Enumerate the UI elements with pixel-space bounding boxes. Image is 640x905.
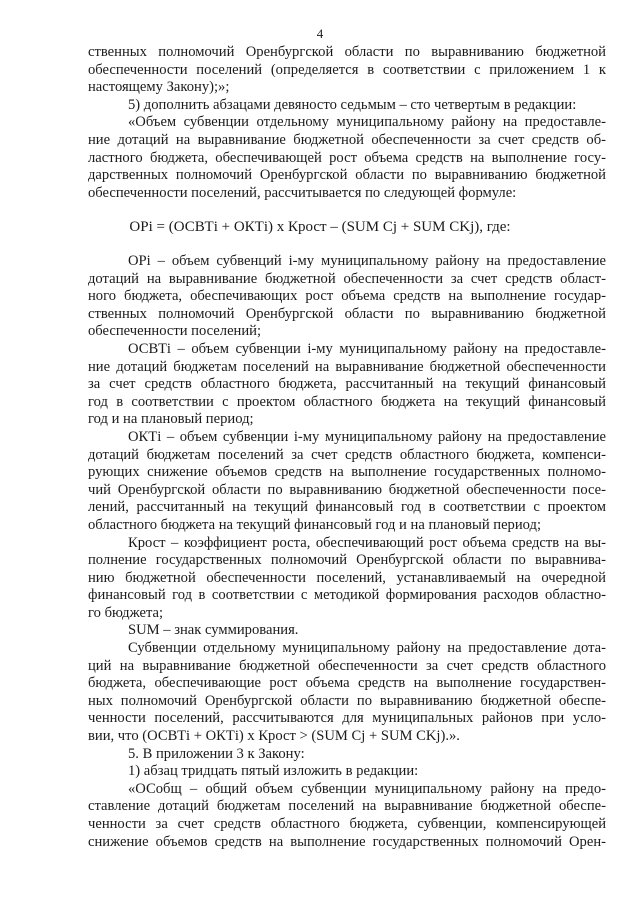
text-line: ОРi – объем субвенций i-му муниципальному району на предоставление	[128, 253, 606, 269]
text-line: дарственных полномочий Оренбургской области по выравниванию бюджетной	[88, 167, 606, 184]
text-line: «ОСобщ – общий объем субвенции муниципальному району на предо-	[128, 780, 606, 797]
formula: ОРi = (ОСВТi + ОКТi) x Крост – (SUM Cj + SUM CKj), где:	[129, 219, 511, 235]
text-line: обеспеченности поселений (определяется в соответствии с приложением 1 к	[88, 61, 606, 78]
text-block-definitions	[88, 253, 606, 851]
text-line: ций на выравнивание бюджетной обеспеченности за счет средств областного	[88, 657, 606, 674]
text-line: SUM – знак суммирования.	[128, 622, 299, 639]
text-line: бюджета, обеспечивающие рост объема средств на выполнение государствен-	[88, 675, 606, 692]
text-line: нию бюджетной обеспеченности поселений, устанавливаемый на очередной	[88, 569, 606, 586]
text-line: ного бюджета, обеспечивающих рост объема средств на выполнение государ-	[88, 288, 606, 305]
text-line: ных полномочий Оренбургской области по выравниванию бюджетной обеспе-	[88, 692, 606, 709]
text-line: обеспеченности поселений, рассчитывается по следующей формуле:	[88, 184, 517, 201]
text-line: ственных полномочий Оренбургской области по выравниванию бюджетной	[88, 44, 606, 60]
text-line: ченности за счет средств областного бюджета, субвенции, компенсирующей	[88, 816, 606, 832]
text-line: дотаций на выравнивание бюджетной обеспеченности за счет средств област-	[88, 270, 606, 287]
text-line: Субвенции отдельному муниципальному району на предоставление дота-	[128, 640, 606, 657]
text-line: финансовый год в соответствии с методикой формирования расходов областно-	[88, 587, 606, 604]
text-line: ственных полномочий Оренбургской области по выравниванию бюджетной	[88, 305, 606, 322]
text-line: ставление дотаций бюджетам поселений на выравнивание бюджетной обеспе-	[88, 798, 606, 815]
text-line: 1) абзац тридцать пятый изложить в редакции:	[128, 763, 419, 780]
text-line: ОКТi – объем субвенции i-му муниципальному району на предоставление	[128, 428, 606, 445]
text-line: дотаций бюджетам поселений за счет средств областного бюджета, компенси-	[88, 446, 606, 463]
text-line: ние дотаций бюджетам поселений на выравнивание бюджетной обеспеченности	[88, 358, 606, 375]
text-line: ние дотаций на выравнивание бюджетной обеспеченности за счет средств об-	[88, 131, 606, 148]
text-block-top	[88, 44, 606, 202]
text-line: чий Оренбургской области по выравниванию бюджетной обеспеченности посе-	[88, 481, 606, 498]
page-number: 4	[316, 26, 324, 41]
text-line: настоящему Закону);»;	[88, 79, 230, 96]
text-line: обеспеченности поселений;	[88, 323, 262, 340]
text-line: ченности поселений, рассчитываются для муниципальных районов при усло-	[88, 710, 606, 727]
text-line: 5) дополнить абзацами девяносто седьмым – сто четвертым в редакции:	[128, 96, 577, 113]
text-line: ластного бюджета, обеспечивающей рост объема средств на выполнение госу-	[88, 149, 606, 166]
text-line: Крост – коэффициент роста, обеспечивающий рост объема средств на вы-	[128, 534, 606, 551]
text-line: полнение государственных полномочий Оренбургской области по выравнива-	[88, 552, 606, 569]
text-line: ОСВТi – объем субвенции i-му муниципальному району на предоставле-	[128, 340, 606, 357]
text-line: рующих снижение объемов средств на выполнение государственных полномо-	[88, 464, 606, 481]
text-line: го бюджета;	[88, 604, 164, 621]
text-line: «Объем субвенции отдельному муниципальному району на предоставле-	[128, 114, 606, 131]
text-line: снижение объемов средств на выполнение государственных полномочий Орен-	[88, 833, 606, 850]
text-line: вии, что (ОСВТi + ОКТi) x Крост > (SUM Cj + SUM CKj).».	[88, 728, 460, 745]
text-line: лений, рассчитанный на текущий финансовый год в соответствии с проектом	[88, 499, 606, 516]
text-line: год в соответствии с проектом областного бюджета на текущий финансовый	[88, 393, 606, 410]
text-line: 5. В приложении 3 к Закону:	[128, 745, 305, 762]
text-line: областного бюджета на текущий финансовый год и на плановый период;	[88, 516, 542, 533]
text-line: за счет средств областного бюджета, рассчитанный на текущий финансовый	[88, 376, 606, 393]
text-line: год и на плановый период;	[88, 411, 254, 428]
